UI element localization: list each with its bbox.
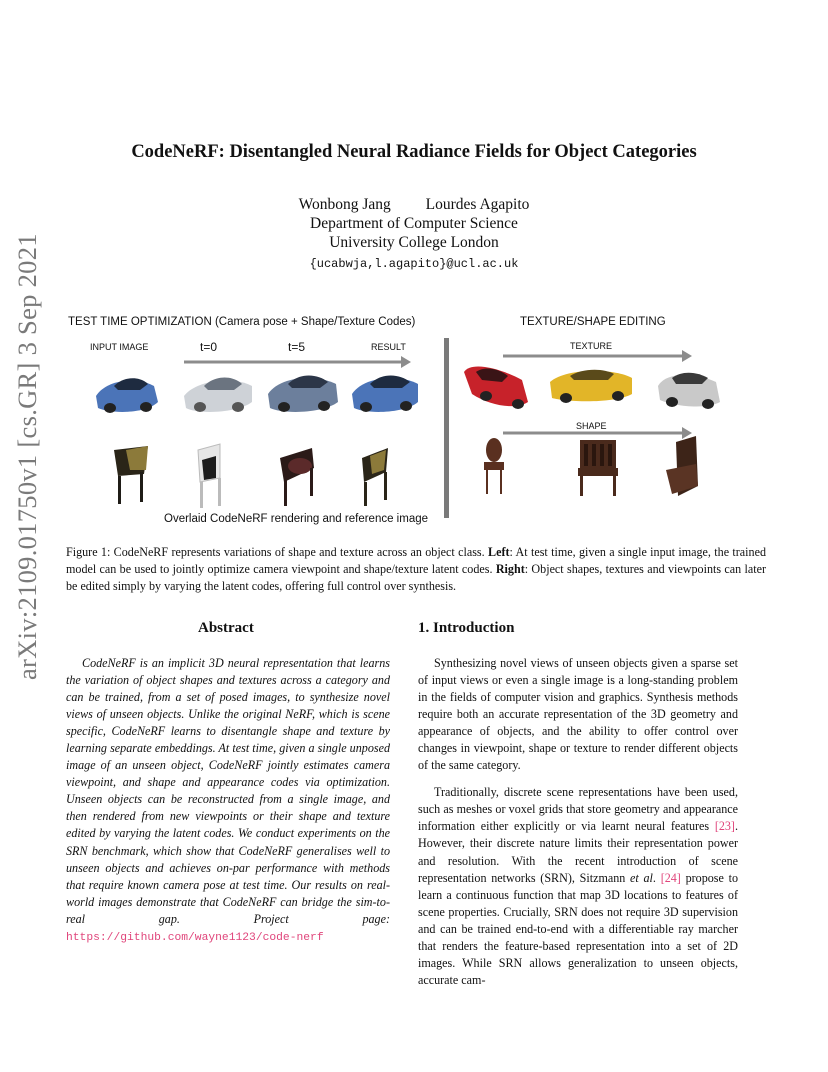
intro-p2-a: Traditionally, discrete scene representations have been used, such as meshes or voxel grids that store geometry and appearance information either explicitly or via learnt neural features bbox=[418, 785, 738, 834]
chair-t0 bbox=[198, 444, 221, 508]
intro-p2-b: . However, their discrete nature limits their representation power and resolution. With the recent introduction of scene representation networks (SRN), Sitzmann bbox=[418, 819, 738, 885]
citation-24[interactable]: [24] bbox=[660, 870, 681, 885]
fig-shape-label: SHAPE bbox=[576, 421, 607, 431]
figure-graphics bbox=[66, 310, 766, 530]
arrow-texture bbox=[503, 350, 692, 362]
chair-t5 bbox=[280, 448, 314, 506]
car-texture-yellow bbox=[550, 370, 632, 403]
author-email: {ucabwja,l.agapito}@ucl.ac.uk bbox=[309, 257, 519, 271]
caption-suffix: : Object shapes, textures and viewpoints can later be edited simply by varying the latent codes, offering full control over synthesis. bbox=[66, 562, 766, 594]
intro-paragraph-1: Synthesizing novel views of unseen objects given a sparse set of input views or even a single image is a long-standing problem in the fields of computer vision and graphics. Synthesis methods require both an accurate representation of the 3D geometry and appearance of objects, and the ability to offer control over changes in viewpoint, shape or texture to render different objects of the same category. bbox=[418, 656, 738, 773]
figure-caption bbox=[66, 544, 766, 596]
project-page-link[interactable]: https://github.com/wayne1123/code-nerf bbox=[66, 931, 324, 944]
fig-texture-label: TEXTURE bbox=[570, 341, 613, 351]
intro-p2-c: . bbox=[652, 870, 661, 885]
caption-right-label: Right bbox=[495, 562, 525, 577]
fig-t5-label: t=5 bbox=[288, 340, 306, 354]
arxiv-stamp: arXiv:2109.01750v1 [cs.GR] 3 Sep 2021 bbox=[12, 233, 42, 680]
intro-heading: 1. Introduction bbox=[418, 620, 515, 636]
car-texture-red bbox=[464, 366, 528, 409]
caption-left-label: Left bbox=[488, 545, 510, 559]
fig-left-title: TEST TIME OPTIMIZATION (Camera pose + Shape/Texture Codes) bbox=[68, 316, 416, 328]
fig-input-image-label: INPUT IMAGE bbox=[90, 342, 149, 352]
intro-p2-d: propose to learn a continuous function that map 3D locations to features of scene properties. Crucially, SRN does not require 3D supervision and can be trained end-to-end with a differentiable ray marcher that renders the feature-based representation into a set of 2D images. While SRN allows generalization to unseen objects, accurate cam- bbox=[418, 870, 739, 987]
citation-23[interactable]: [23] bbox=[714, 819, 735, 834]
car-t5 bbox=[268, 376, 338, 413]
car-t0 bbox=[184, 378, 252, 413]
figure-1 bbox=[66, 310, 766, 530]
intro-body bbox=[418, 655, 738, 989]
caption-prefix: Figure 1: CodeNeRF represents variations of shape and texture across an object class. bbox=[66, 545, 489, 559]
chair-shape-3 bbox=[666, 436, 698, 496]
intro-paragraph-2 bbox=[418, 784, 738, 989]
author-institution: University College London bbox=[329, 234, 499, 251]
chair-shape-1 bbox=[484, 438, 504, 494]
fig-t0-label: t=0 bbox=[200, 340, 218, 354]
fig-result-label: RESULT bbox=[371, 342, 406, 352]
fig-bottom-label: Overlaid CodeNeRF rendering and reference image bbox=[164, 513, 429, 525]
car-result bbox=[352, 376, 418, 413]
abstract-heading: Abstract bbox=[198, 620, 254, 636]
chair-input-image bbox=[114, 446, 148, 504]
author-names: Wonbong Jang Lourdes Agapito bbox=[298, 196, 530, 213]
arrow-shape bbox=[503, 427, 692, 439]
caption-middle: : At test time, given a single input image, the trained model can be used to jointly optimize camera viewpoint and shape/texture latent codes. bbox=[66, 545, 766, 577]
chair-result bbox=[362, 448, 388, 506]
fig-right-title: TEXTURE/SHAPE EDITING bbox=[520, 316, 666, 328]
arrow-left-timeline bbox=[184, 356, 411, 368]
car-texture-silver bbox=[658, 373, 720, 409]
chair-shape-2 bbox=[578, 440, 618, 496]
intro-etal: et al bbox=[630, 870, 653, 885]
car-input-image bbox=[96, 378, 158, 413]
abstract-body bbox=[66, 655, 390, 947]
author-affiliation: Department of Computer Science bbox=[310, 215, 518, 232]
paper-title: CodeNeRF: Disentangled Neural Radiance Fields for Object Categories bbox=[131, 142, 697, 162]
abstract-text: CodeNeRF is an implicit 3D neural representation that learns the variation of object shapes and textures across a category and can be trained, from a set of posed images, to synthesize novel views of unseen objects. Unlike the original NeRF, which is scene specific, CodeNeRF learns to disentangle shape and texture by learning separate embeddings. At test time, given a single unposed image of an unseen object, CodeNeRF jointly estimates camera viewpoint, and shape and appearance codes via optimization. Unseen objects can be reconstructed from a single image, and then rendered from new viewpoints or their shape and texture edited by varying the latent codes. We conduct experiments on the SRN benchmark, which show that CodeNeRF generalises well to unseen objects and achieves on-par performance with methods that require known camera pose at test time. Our results on real-world images demonstrate that CodeNeRF can bridge the sim-to-real gap. Project page: bbox=[66, 656, 390, 926]
